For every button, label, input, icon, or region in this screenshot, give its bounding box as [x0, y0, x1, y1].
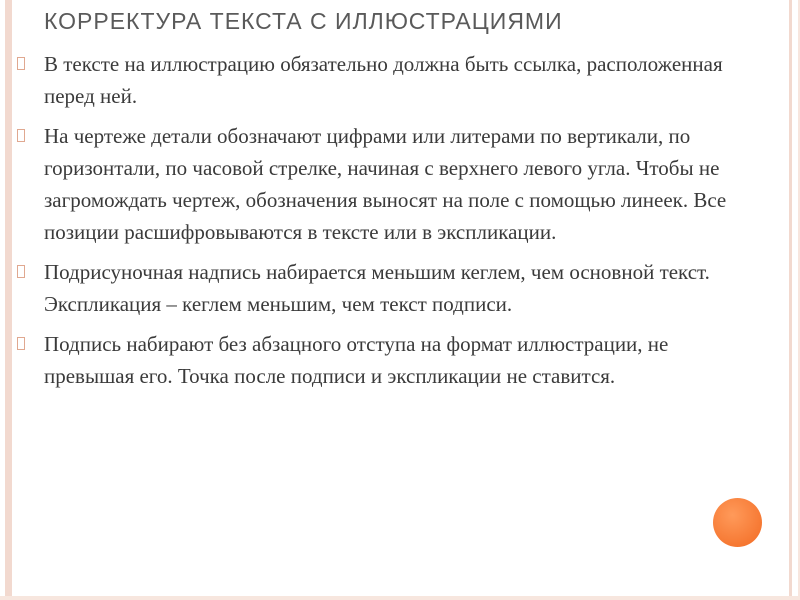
- decorative-circle: [713, 498, 762, 547]
- list-item: [16, 256, 756, 320]
- bullet-text: На чертеже детали обозначают цифрами или литерами по вертикали, по горизонтали, по часовой стрелке, начиная с верхнего левого угла. Чтобы не загромождать чертеж, обозначения выносят на поле с помощью линеек. Все позиции расшифровываются в тексте или в экспликации.: [44, 124, 727, 244]
- frame-left-border: [5, 0, 12, 600]
- square-bullet-icon: [17, 57, 25, 70]
- bullet-text: В тексте на иллюстрацию обязательно должна быть ссылка, расположенная перед ней.: [44, 52, 723, 108]
- slide-title: КОРРЕКТУРА ТЕКСТА С ИЛЛЮСТРАЦИЯМИ: [44, 8, 563, 34]
- list-item: [16, 328, 756, 392]
- bullet-list: [16, 48, 756, 400]
- list-item: [16, 120, 756, 248]
- square-bullet-icon: [17, 265, 25, 278]
- bullet-text: Подпись набирают без абзацного отступа на формат иллюстрации, не превышая его. Точка после подписи и экспликации не ставится.: [44, 332, 669, 388]
- square-bullet-icon: [17, 129, 25, 142]
- list-item: [16, 48, 756, 112]
- bullet-text: Подрисуночная надпись набирается меньшим кеглем, чем основной текст. Экспликация – кеглем меньшим, чем текст подписи.: [44, 260, 710, 316]
- frame-right-border: [789, 0, 792, 600]
- frame-bottom-border: [0, 596, 800, 600]
- square-bullet-icon: [17, 337, 25, 350]
